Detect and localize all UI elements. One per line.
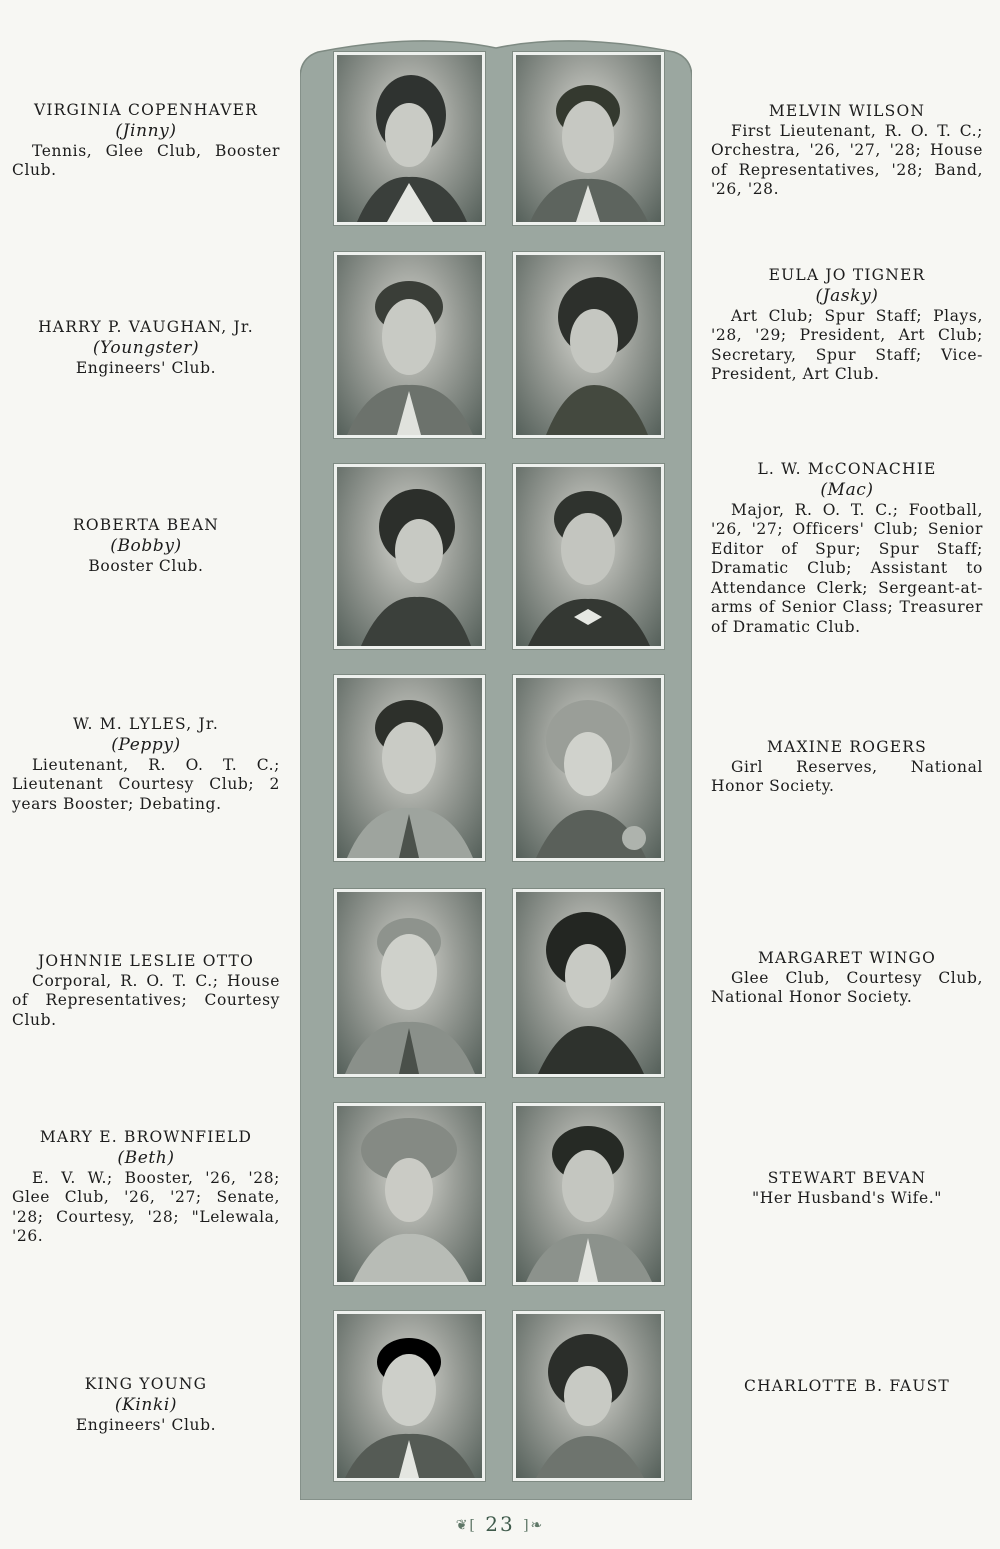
man-portrait-icon xyxy=(516,55,661,222)
portrait-photo xyxy=(334,1311,485,1481)
portrait-photo xyxy=(334,889,485,1077)
student-activities: Glee Club, Courtesy Club, National Honor Society. xyxy=(711,968,983,1006)
student-activities: First Lieutenant, R. O. T. C.; Orchestra, '26, '27, '28; House of Representatives, '28; Band, '26, '28. xyxy=(711,121,983,198)
student-name: MELVIN WILSON xyxy=(768,102,926,120)
student-nickname: (Bobby) xyxy=(110,535,182,556)
man-portrait-icon xyxy=(516,1106,661,1282)
student-activities: "Her Husband's Wife." xyxy=(751,1188,942,1207)
student-activities: Lieutenant, R. O. T. C.; Lieutenant Courtesy Club; 2 years Booster; Debating. xyxy=(12,755,280,813)
student-name: ROBERTA BEAN xyxy=(73,516,219,534)
senior-entry xyxy=(711,738,983,797)
student-activities: Engineers' Club. xyxy=(75,358,217,377)
portrait-photo xyxy=(513,252,664,438)
student-name: CHARLOTTE B. FAUST xyxy=(744,1377,950,1395)
student-activities: Art Club; Spur Staff; Plays, '28, '29; President, Art Club; Secretary, Spur Staff; Vice-President, Art Club. xyxy=(711,306,983,383)
student-nickname: (Jinny) xyxy=(115,120,177,141)
student-nickname: (Peppy) xyxy=(111,734,181,755)
senior-entry xyxy=(12,516,280,576)
woman-portrait-icon xyxy=(337,467,482,646)
senior-entry xyxy=(12,715,280,814)
woman-portrait-icon xyxy=(516,678,661,858)
student-name: L. W. McCONACHIE xyxy=(757,460,937,478)
student-nickname: (Mac) xyxy=(820,479,874,500)
student-name: JOHNNIE LESLIE OTTO xyxy=(38,952,254,970)
portrait-photo xyxy=(513,1103,664,1285)
portrait-photo xyxy=(513,464,664,649)
woman-portrait-icon xyxy=(516,255,661,435)
student-name: MARY E. BROWNFIELD xyxy=(39,1128,253,1146)
senior-entry xyxy=(12,1128,280,1247)
student-nickname: (Jasky) xyxy=(815,285,879,306)
senior-entry xyxy=(711,102,983,200)
student-name: MAXINE ROGERS xyxy=(767,738,927,756)
student-activities: E. V. W.; Booster, '26, '28; Glee Club, '26, '27; Senate, '28; Courtesy, '28; "Lelewala, '26. xyxy=(12,1168,280,1245)
student-nickname: (Beth) xyxy=(117,1147,175,1168)
senior-entry xyxy=(711,1169,983,1208)
man-portrait-icon xyxy=(337,1314,482,1478)
senior-entry xyxy=(12,1375,280,1435)
page-number-text: 23 xyxy=(485,1512,515,1536)
man-portrait-icon xyxy=(337,678,482,858)
portrait-photo xyxy=(513,889,664,1077)
portrait-photo xyxy=(334,52,485,225)
portrait-photo xyxy=(513,675,664,861)
portrait-photo xyxy=(513,1311,664,1481)
student-name: KING YOUNG xyxy=(84,1375,208,1393)
woman-portrait-icon xyxy=(516,892,661,1074)
portrait-photo xyxy=(334,464,485,649)
portrait-photo xyxy=(334,252,485,438)
man-portrait-icon xyxy=(516,467,661,646)
woman-portrait-icon xyxy=(516,1314,661,1478)
senior-entry xyxy=(12,101,280,181)
student-name: MARGARET WINGO xyxy=(757,949,937,967)
senior-entry xyxy=(711,266,983,385)
senior-entry xyxy=(711,1377,983,1397)
student-name: EULA JO TIGNER xyxy=(768,266,926,284)
student-nickname: (Kinki) xyxy=(114,1394,178,1415)
portrait-photo xyxy=(334,1103,485,1285)
man-portrait-icon xyxy=(337,255,482,435)
woman-portrait-icon xyxy=(337,1106,482,1282)
student-activities: Girl Reserves, National Honor Society. xyxy=(711,757,983,795)
student-name: HARRY P. VAUGHAN, Jr. xyxy=(38,318,254,336)
senior-entry xyxy=(12,318,280,378)
student-name: VIRGINIA COPENHAVER xyxy=(33,101,259,119)
student-activities: Engineers' Club. xyxy=(75,1415,217,1434)
senior-entry xyxy=(711,949,983,1008)
student-name: STEWART BEVAN xyxy=(767,1169,927,1187)
page-number xyxy=(440,1512,560,1536)
student-activities: Tennis, Glee Club, Booster Club. xyxy=(12,141,280,179)
student-nickname: (Youngster) xyxy=(92,337,200,358)
right-ornament-icon: ]❧ xyxy=(523,1517,545,1534)
student-name: W. M. LYLES, Jr. xyxy=(73,715,219,733)
senior-entry xyxy=(12,952,280,1030)
student-activities: Booster Club. xyxy=(88,556,204,575)
student-activities: Corporal, R. O. T. C.; House of Representatives; Courtesy Club. xyxy=(12,971,280,1029)
student-activities: Major, R. O. T. C.; Football, '26, '27; Officers' Club; Senior Editor of Spur; Spur Staff; Dramatic Club; Assistant to Attendance Clerk; Sergeant-at-arms of Senior Class; Treasurer of Dramatic Club. xyxy=(711,500,983,636)
portrait-photo xyxy=(513,52,664,225)
left-ornament-icon: ❦[ xyxy=(455,1517,477,1534)
man-portrait-icon xyxy=(337,892,482,1074)
senior-entry xyxy=(711,460,983,637)
portrait-photo xyxy=(334,675,485,861)
woman-portrait-icon xyxy=(337,55,482,222)
